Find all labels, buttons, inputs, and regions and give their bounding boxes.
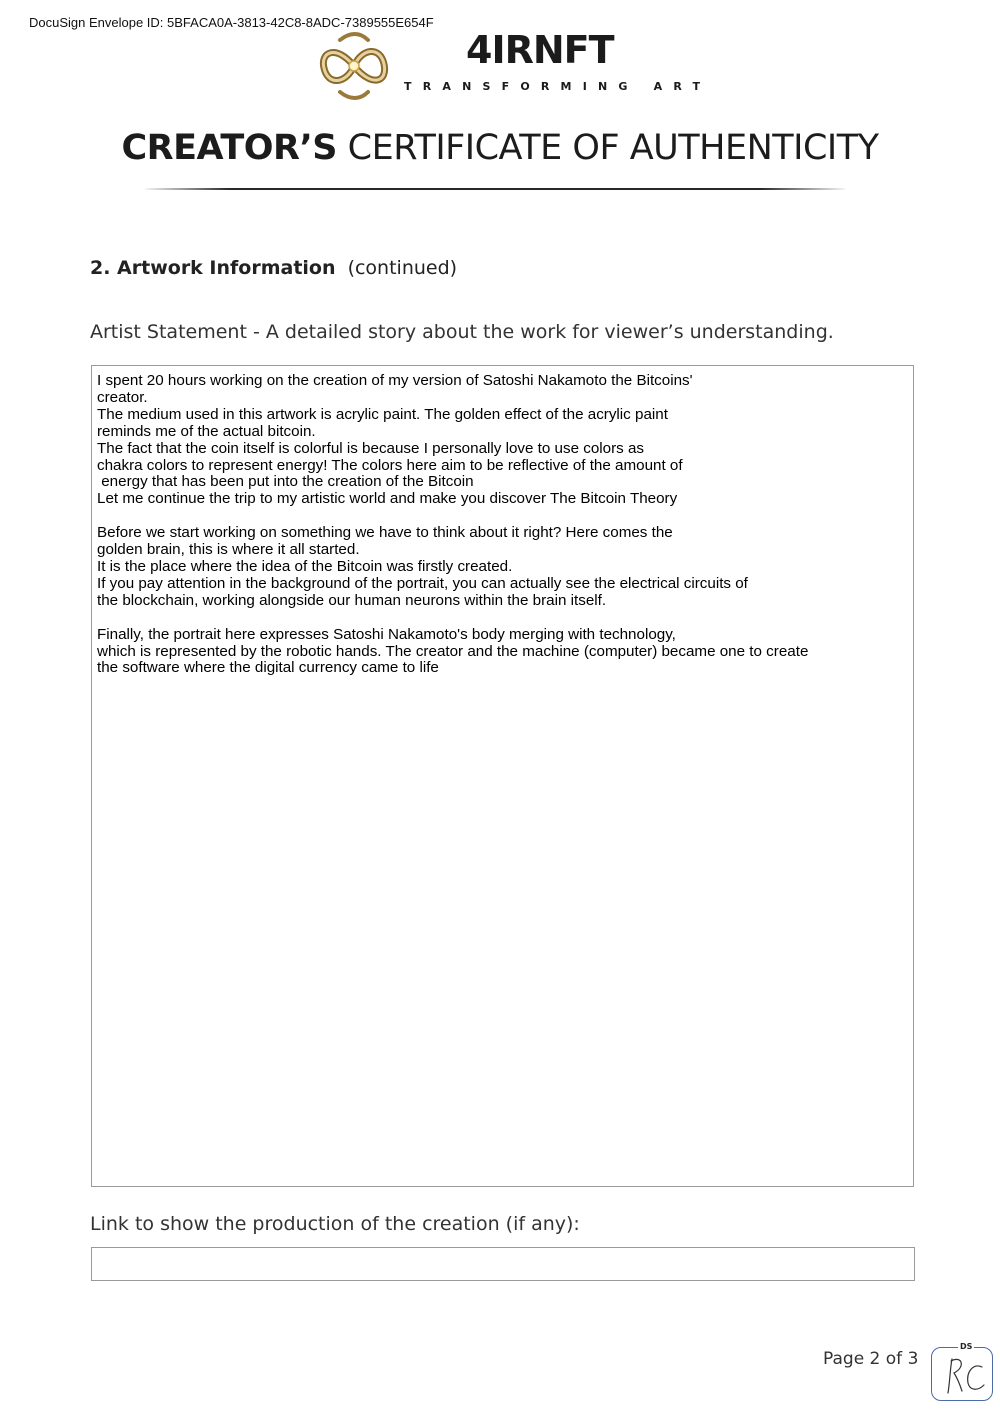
- artist-statement-label: Artist Statement - A detailed story about the work for viewer’s understanding.: [90, 321, 834, 343]
- certificate-title: [0, 128, 1000, 168]
- artist-statement-text: I spent 20 hours working on the creation of my version of Satoshi Nakamoto the Bitcoins' creator. The medium used in this artwork is acrylic paint. The golden effect of the acrylic paint reminds me of the actual bitcoin. The fact that the coin itself is colorful is because I personally love to use colors as chakra colors to represent energy! The colors here aim to be reflective of the amount of energy that has been put into the creation of the Bitcoin Let me continue the trip to my artistic world and make you discover The Bitcoin Theory Before we start working on something we have to think about it right? Here comes the golden brain, this is where it all started. It is the place where the idea of the Bitcoin was firstly created. If you pay attention in the background of the portrait, you can actually see the electrical circuits of the blockchain, working alongside our human neurons within the brain itself. Finally, the portrait here expresses Satoshi Nakamoto's body merging with technology, which is represented by the robotic hands. The creator and the machine (computer) became one to create the software where the digital currency came to life: [97, 372, 809, 677]
- certificate-title-bold: CREATOR’S: [121, 128, 337, 168]
- brand-tagline: TRANSFORMING ART: [404, 80, 712, 93]
- section-title: 2. Artwork Information: [90, 257, 336, 279]
- page-number: Page 2 of 3: [823, 1349, 919, 1369]
- handwritten-initials-icon: [942, 1353, 988, 1397]
- brand-name: 4IRNFT: [466, 28, 614, 72]
- docusign-envelope-id: DocuSign Envelope ID: 5BFACA0A-3813-42C8-8ADC-7389555E654F: [29, 15, 434, 30]
- ds-stamp-label: DS: [960, 1342, 973, 1351]
- production-link-field[interactable]: [91, 1247, 915, 1281]
- title-divider: [145, 188, 845, 190]
- artist-statement-field[interactable]: [91, 365, 914, 1187]
- production-link-label: Link to show the production of the creation (if any):: [90, 1213, 580, 1235]
- section-heading: [90, 257, 457, 279]
- certificate-title-rest: CERTIFICATE OF AUTHENTICITY: [347, 128, 879, 168]
- infinity-logo-icon: [316, 30, 392, 102]
- section-note: (continued): [347, 257, 458, 279]
